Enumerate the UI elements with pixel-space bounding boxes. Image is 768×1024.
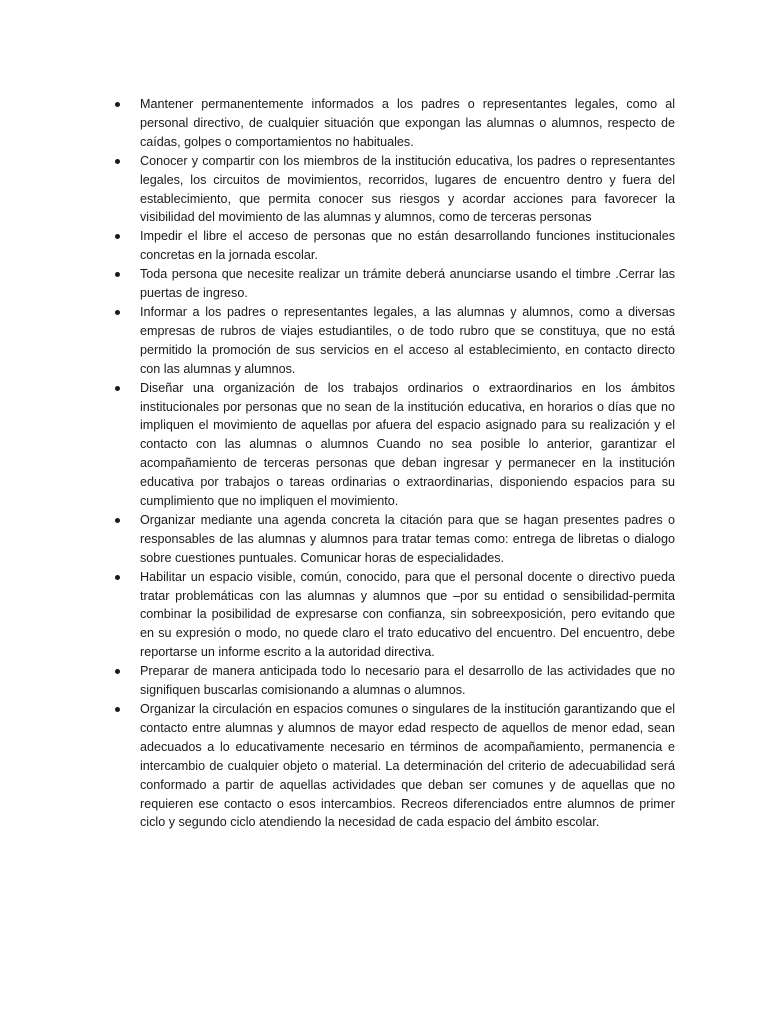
bullet-item	[113, 152, 675, 228]
bullet-dot-icon	[115, 669, 120, 674]
bullet-item	[113, 568, 675, 663]
bullet-dot-icon	[115, 386, 120, 391]
bullet-item	[113, 303, 675, 379]
bullet-item	[113, 662, 675, 700]
bullet-item	[113, 265, 675, 303]
bullet-text: Informar a los padres o representantes legales, a las alumnas y alumnos, como a diversas empresas de rubros de viajes estudiantiles, o de todo rubro que se constituya, que no está permitido la promoción de sus servicios en el acceso al establecimiento, en contacto directo con las alumnas y alumnos.	[140, 304, 675, 376]
bullet-item	[113, 379, 675, 511]
bullet-dot-icon	[115, 575, 120, 580]
bullet-item	[113, 95, 675, 152]
bullet-text: Organizar la circulación en espacios comunes o singulares de la institución garantizando que el contacto entre alumnas y alumnos de mayor edad respecto de aquellos de menor edad, sean adecuados a lo educativamente necesario en términos de acompañamiento, permanencia e intercambio de cualquier objeto o material. La determinación del criterio de adecuabilidad será conformado a partir de aquellas actividades que deban ser comunes y de aquellas que no requieren ese contacto o esos intercambios. Recreos diferenciados entre alumnos de primer ciclo y segundo ciclo atendiendo la necesidad de cada espacio del ámbito escolar.	[140, 702, 675, 830]
bullet-dot-icon	[115, 159, 120, 164]
bullet-item	[113, 227, 675, 265]
bullet-text: Habilitar un espacio visible, común, conocido, para que el personal docente o directivo pueda tratar problemáticas con las alumnas y alumnos que –por su entidad o sensibilidad-permita combinar la posibilidad de expresarse con confianza, sin sobreexposición, pero evitando que en su expresión o modo, no quede claro el trato educativo del encuentro. Del encuentro, debe reportarse un informe escrito a la autoridad directiva.	[140, 569, 675, 660]
bullet-item	[113, 511, 675, 568]
bullet-text: Diseñar una organización de los trabajos ordinarios o extraordinarios en los ámbitos institucionales por personas que no sean de la institución educativa, en horarios o días que no impliquen el movimiento de aquellas por afuera del espacio asignado para su realización y el contacto con las alumnas o alumnos Cuando no sea posible lo anterior, garantizar el acompañamiento de terceras personas que deban ingresar y permanecer en la institución educativa por trabajos o tareas ordinarias o extraordinarias, disponiendo espacios para su cumplimiento que no impliquen el movimiento.	[140, 380, 675, 509]
bullet-text: Toda persona que necesite realizar un trámite deberá anunciarse usando el timbre .Cerrar las puertas de ingreso.	[140, 267, 675, 301]
bullet-dot-icon	[115, 272, 120, 277]
bullet-dot-icon	[115, 310, 120, 315]
bullet-dot-icon	[115, 102, 120, 107]
bullet-text: Conocer y compartir con los miembros de la institución educativa, los padres o representantes legales, los circuitos de movimientos, recorridos, lugares de encuentro dentro y fuera del establecimiento, que permita conocer sus riesgos y acordar acciones para favorecer la visibilidad del movimiento de las alumnas y alumnos, como de terceras personas	[140, 153, 675, 225]
bullet-item	[113, 700, 675, 832]
bullet-text: Impedir el libre el acceso de personas que no están desarrollando funciones institucionales concretas en la jornada escolar.	[140, 229, 675, 263]
bullet-text: Preparar de manera anticipada todo lo necesario para el desarrollo de las actividades que no signifiquen buscarlas comisionando a alumnas o alumnos.	[140, 664, 675, 698]
bullet-list	[113, 95, 675, 832]
bullet-text: Organizar mediante una agenda concreta la citación para que se hagan presentes padres o responsables de las alumnas y alumnos para tratar temas como: entrega de libretas o dialogo sobre cuestiones puntuales. Comunicar horas de especialidades.	[140, 512, 675, 565]
bullet-dot-icon	[115, 707, 120, 712]
bullet-dot-icon	[115, 234, 120, 239]
bullet-dot-icon	[115, 518, 120, 523]
bullet-text: Mantener permanentemente informados a los padres o representantes legales, como al personal directivo, de cualquier situación que expongan las alumnas o alumnos, respecto de caídas, golpes o comportamientos no habituales.	[140, 97, 675, 149]
